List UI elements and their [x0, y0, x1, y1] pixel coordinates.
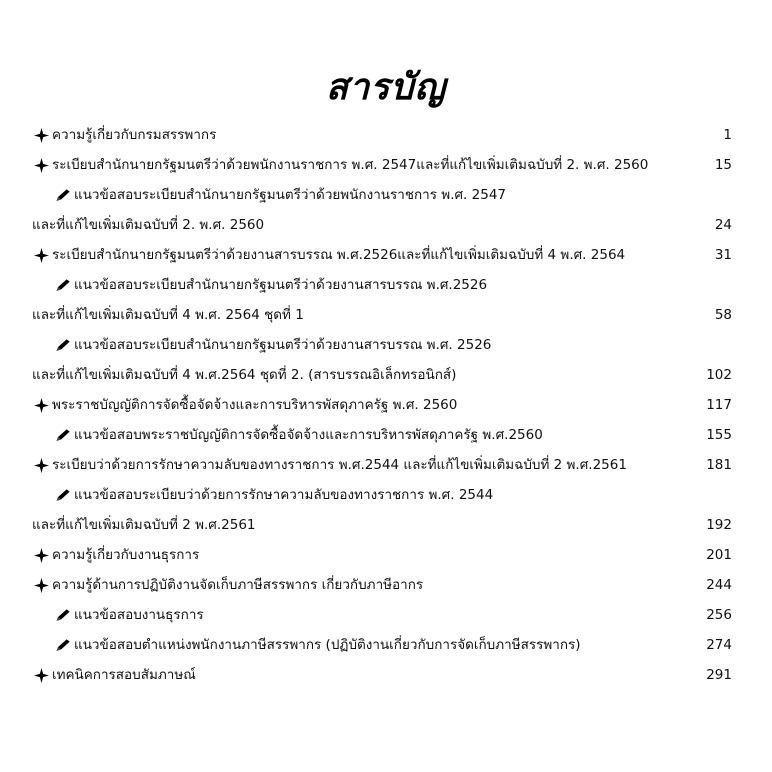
toc-entry	[32, 180, 740, 210]
toc-entry	[32, 120, 740, 150]
toc-entry	[32, 360, 740, 390]
toc-entry-text	[32, 240, 625, 270]
toc-entry	[32, 330, 740, 360]
toc-page-number: 31	[714, 247, 732, 263]
toc-entry-label: แนวข้อสอบพระราชบัญญัติการจัดซื้อจัดจ้างและการบริหารพัสดุภาครัฐ พ.ศ.2560	[74, 427, 543, 443]
toc-entry-text	[32, 570, 423, 600]
toc-entry	[32, 210, 740, 240]
toc-entry-label: ความรู้เกี่ยวกับกรมสรรพากร	[52, 127, 217, 143]
toc-entry-text	[32, 210, 264, 240]
toc-entry	[32, 510, 740, 540]
toc-entry	[32, 480, 740, 510]
toc-entry	[32, 600, 740, 630]
toc-entry	[32, 390, 740, 420]
toc-entry-text	[54, 630, 581, 660]
toc-page-number: 291	[706, 667, 732, 683]
toc-entry	[32, 660, 740, 690]
toc-page-number: 181	[706, 457, 732, 473]
toc-page-number: 201	[706, 547, 732, 563]
toc-page-number: 24	[714, 217, 732, 233]
toc-entry	[32, 150, 740, 180]
pencil-icon	[54, 270, 72, 300]
toc-entry-text	[32, 450, 627, 480]
toc-entry-text	[54, 600, 204, 630]
pencil-icon	[54, 600, 72, 630]
star-icon	[32, 540, 50, 570]
toc-entry-text	[32, 660, 196, 690]
toc-entry-label: แนวข้อสอบระเบียบว่าด้วยการรักษาความลับของทางราชการ พ.ศ. 2544	[74, 487, 494, 503]
toc-page-number: 15	[714, 157, 732, 173]
table-of-contents	[32, 120, 740, 690]
star-icon	[32, 450, 50, 480]
toc-entry-label: ระเบียบสำนักนายกรัฐมนตรีว่าด้วยงานสารบรรณ พ.ศ.2526และที่แก้ไขเพิ่มเติมฉบับที่ 4 พ.ศ. 2564	[52, 247, 626, 263]
toc-page-number: 256	[706, 607, 732, 623]
toc-entry	[32, 300, 740, 330]
toc-page-number: 244	[706, 577, 732, 593]
toc-page-number: 102	[706, 367, 732, 383]
pencil-icon	[54, 180, 72, 210]
toc-entry-text	[32, 120, 216, 150]
pencil-icon	[54, 420, 72, 450]
toc-entry	[32, 630, 740, 660]
star-icon	[32, 240, 50, 270]
pencil-icon	[54, 630, 72, 660]
toc-entry-label: และที่แก้ไขเพิ่มเติมฉบับที่ 4 พ.ศ.2564 ชุดที่ 2. (สารบรรณอิเล็กทรอนิกส์)	[32, 367, 457, 383]
toc-entry-text	[32, 390, 457, 420]
toc-entry	[32, 420, 740, 450]
toc-entry-text	[54, 330, 491, 360]
toc-entry	[32, 450, 740, 480]
star-icon	[32, 150, 50, 180]
toc-entry-label: แนวข้อสอบงานธุรการ	[74, 607, 204, 623]
star-icon	[32, 120, 50, 150]
toc-entry	[32, 240, 740, 270]
toc-entry-label: เทคนิคการสอบสัมภาษณ์	[52, 667, 196, 683]
toc-entry-label: แนวข้อสอบระเบียบสำนักนายกรัฐมนตรีว่าด้วยงานสารบรรณ พ.ศ. 2526	[74, 337, 492, 353]
page-title: สารบัญ	[325, 66, 447, 108]
pencil-icon	[54, 480, 72, 510]
star-icon	[32, 660, 50, 690]
star-icon	[32, 390, 50, 420]
star-icon	[32, 570, 50, 600]
toc-entry-text	[32, 510, 256, 540]
toc-entry-label: และที่แก้ไขเพิ่มเติมฉบับที่ 4 พ.ศ. 2564 ชุดที่ 1	[32, 307, 304, 323]
toc-entry-text	[54, 480, 493, 510]
toc-page-number: 274	[706, 637, 732, 653]
toc-entry-label: ระเบียบสำนักนายกรัฐมนตรีว่าด้วยพนักงานราชการ พ.ศ. 2547และที่แก้ไขเพิ่มเติมฉบับที่ 2. พ.ศ. 2560	[52, 157, 649, 173]
toc-entry-label: พระราชบัญญัติการจัดซื้อจัดจ้างและการบริหารพัสดุภาครัฐ พ.ศ. 2560	[52, 397, 458, 413]
toc-entry-text	[54, 270, 487, 300]
toc-entry	[32, 540, 740, 570]
toc-entry-text	[32, 360, 456, 390]
toc-entry-label: ความรู้เกี่ยวกับงานธุรการ	[52, 547, 200, 563]
toc-entry	[32, 270, 740, 300]
toc-entry-text	[54, 420, 543, 450]
toc-page-number: 117	[706, 397, 732, 413]
toc-entry-label: ความรู้ด้านการปฏิบัติงานจัดเก็บภาษีสรรพากร เกี่ยวกับภาษีอากร	[52, 577, 424, 593]
pencil-icon	[54, 330, 72, 360]
toc-page-number: 1	[723, 127, 732, 143]
toc-entry-label: ระเบียบว่าด้วยการรักษาความลับของทางราชการ พ.ศ.2544 และที่แก้ไขเพิ่มเติมฉบับที่ 2 พ.ศ.2561	[52, 457, 627, 473]
toc-entry	[32, 570, 740, 600]
toc-entry-label: และที่แก้ไขเพิ่มเติมฉบับที่ 2. พ.ศ. 2560	[32, 217, 265, 233]
toc-entry-text	[54, 180, 506, 210]
toc-entry-label: แนวข้อสอบระเบียบสำนักนายกรัฐมนตรีว่าด้วยพนักงานราชการ พ.ศ. 2547	[74, 187, 506, 203]
toc-page-number: 192	[706, 517, 732, 533]
toc-entry-label: แนวข้อสอบระเบียบสำนักนายกรัฐมนตรีว่าด้วยงานสารบรรณ พ.ศ.2526	[74, 277, 488, 293]
toc-page-number: 58	[714, 307, 732, 323]
toc-entry-text	[32, 300, 304, 330]
toc-entry-text	[32, 150, 648, 180]
toc-page-number: 155	[706, 427, 732, 443]
toc-entry-label: แนวข้อสอบตำแหน่งพนักงานภาษีสรรพากร (ปฏิบัติงานเกี่ยวกับการจัดเก็บภาษีสรรพากร)	[74, 637, 581, 653]
toc-entry-text	[32, 540, 199, 570]
toc-entry-label: และที่แก้ไขเพิ่มเติมฉบับที่ 2 พ.ศ.2561	[32, 517, 256, 533]
